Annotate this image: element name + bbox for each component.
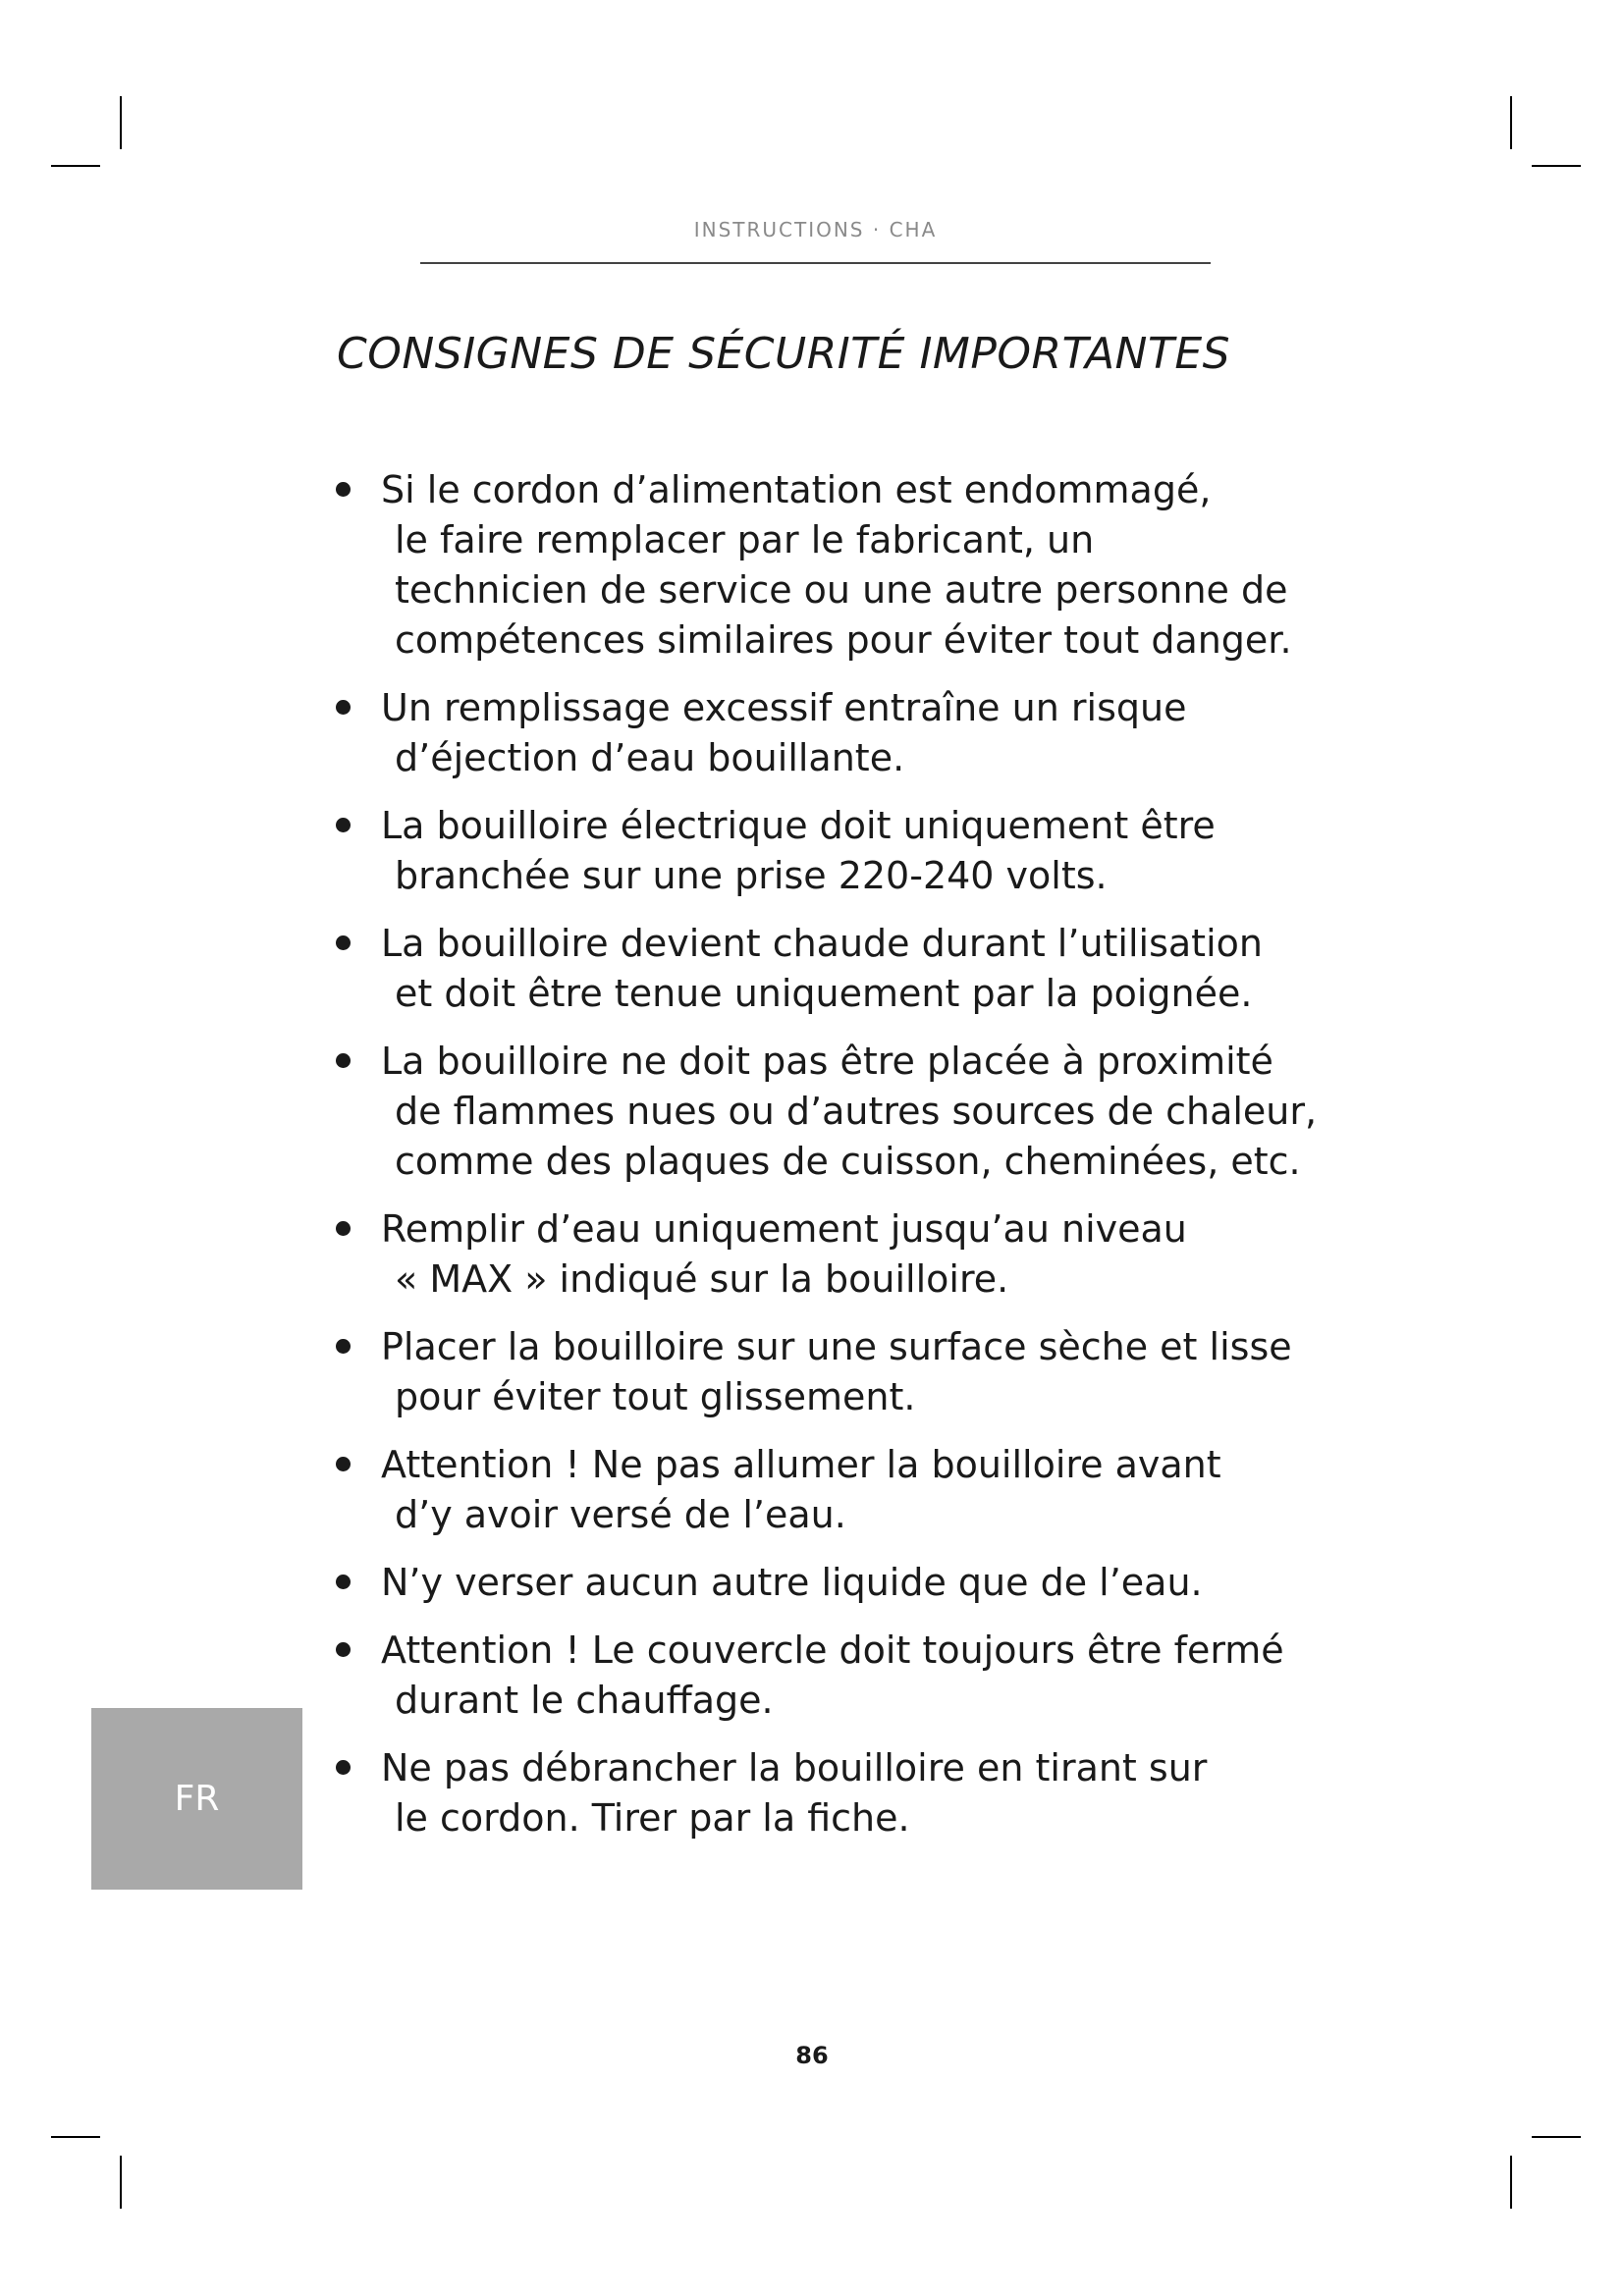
page-title: CONSIGNES DE SÉCURITÉ IMPORTANTES [337,329,1231,379]
crop-mark-bottom-left-vertical [120,2156,122,2209]
instruction-line: Attention ! Le couvercle doit toujours être fermé [381,1629,1284,1672]
bullet-icon [336,1760,351,1775]
bullet-icon [336,935,351,950]
instruction-item [334,465,1404,666]
running-header: INSTRUCTIONS · CHA [693,218,938,241]
instruction-line: pour éviter tout glissement. [395,1375,916,1418]
instruction-line: d’éjection d’eau bouillante. [395,736,905,779]
safety-instructions-list [334,465,1404,1861]
bullet-icon [336,818,351,832]
crop-mark-top-left-vertical [120,96,122,149]
crop-mark-bottom-left-horizontal [51,2136,100,2138]
language-tab [91,1708,302,1890]
page-number: 86 [795,2042,829,2069]
instruction-line: branchée sur une prise 220-240 volts. [395,854,1108,897]
instruction-item [334,919,1404,1019]
instruction-line: Attention ! Ne pas allumer la bouilloire avant [381,1443,1221,1486]
instruction-line: d’y avoir versé de l’eau. [395,1493,846,1536]
crop-mark-top-left-horizontal [51,165,100,167]
instruction-line: et doit être tenue uniquement par la poignée. [395,972,1253,1015]
bullet-icon [336,1053,351,1068]
instruction-line: de flammes nues ou d’autres sources de chaleur, [395,1090,1318,1133]
instruction-item [334,1558,1404,1608]
bullet-icon [336,1642,351,1657]
crop-mark-top-right-horizontal [1532,165,1581,167]
instruction-item [334,1037,1404,1187]
bullet-icon [336,1457,351,1471]
instruction-item [334,1204,1404,1305]
instruction-line: La bouilloire électrique doit uniquement être [381,804,1216,847]
instruction-item [334,801,1404,901]
instruction-line: La bouilloire ne doit pas être placée à proximité [381,1040,1273,1083]
instruction-line: « MAX » indiqué sur la bouilloire. [395,1257,1009,1301]
bullet-icon [336,1339,351,1354]
instruction-item [334,1440,1404,1540]
instruction-line: compétences similaires pour éviter tout danger. [395,618,1292,662]
crop-mark-bottom-right-horizontal [1532,2136,1581,2138]
instruction-line: Si le cordon d’alimentation est endommagé, [381,468,1212,511]
crop-mark-bottom-right-vertical [1510,2156,1512,2209]
language-tab-label: FR [174,1779,220,1819]
instruction-line: Remplir d’eau uniquement jusqu’au niveau [381,1207,1187,1251]
bullet-icon [336,1221,351,1236]
bullet-icon [336,482,351,497]
instruction-line: le cordon. Tirer par la fiche. [395,1796,910,1840]
instruction-line: durant le chauffage. [395,1679,774,1722]
instruction-item [334,1322,1404,1422]
instruction-line: Un remplissage excessif entraîne un risque [381,686,1187,729]
instruction-line: Placer la bouilloire sur une surface sèche et lisse [381,1325,1292,1368]
instruction-item [334,683,1404,783]
bullet-icon [336,1575,351,1589]
bullet-icon [336,700,351,715]
instruction-line: La bouilloire devient chaude durant l’utilisation [381,922,1263,965]
header-rule [420,262,1211,264]
instruction-line: Ne pas débrancher la bouilloire en tirant sur [381,1746,1208,1789]
instruction-line: le faire remplacer par le fabricant, un [395,518,1095,561]
instruction-item [334,1743,1404,1843]
instruction-line: comme des plaques de cuisson, cheminées, etc. [395,1140,1301,1183]
instruction-line: N’y verser aucun autre liquide que de l’eau. [381,1561,1203,1604]
crop-mark-top-right-vertical [1510,96,1512,149]
instruction-item [334,1626,1404,1726]
instruction-line: technicien de service ou une autre personne de [395,568,1288,612]
